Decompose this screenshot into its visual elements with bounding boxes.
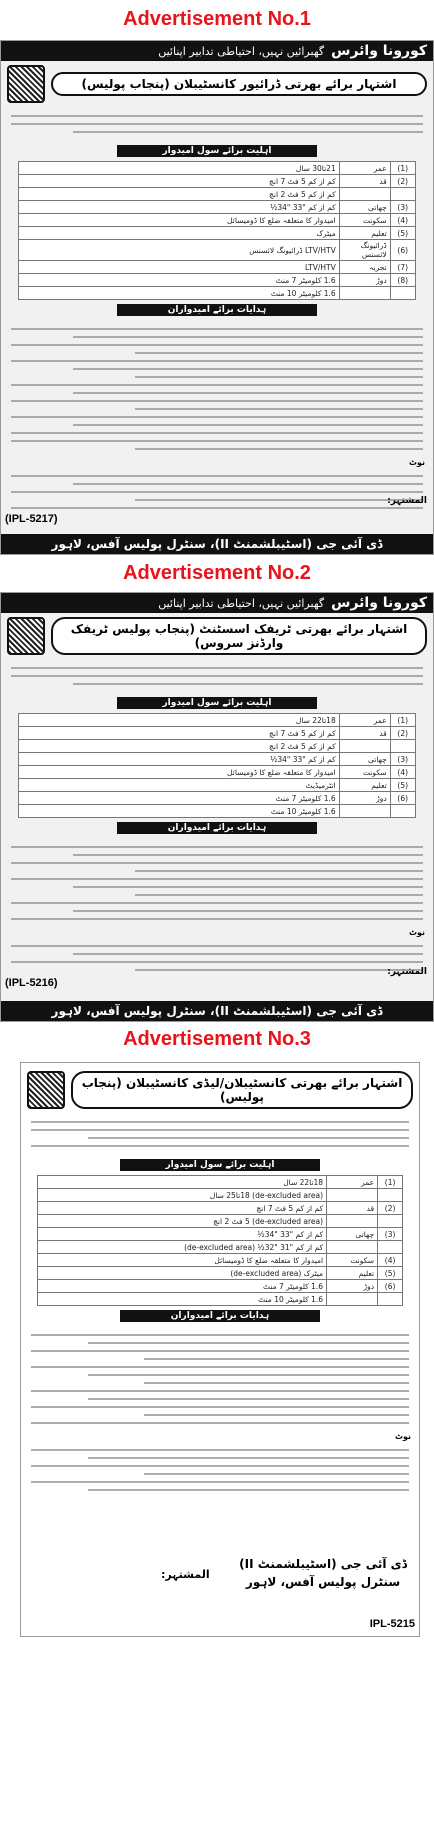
table-row	[19, 240, 415, 261]
table-cell: 1.6 کلومیٹر 10 منٹ	[19, 805, 339, 818]
table-cell: امیدوار کا متعلقہ ضلع کا ڈومیسائل	[37, 1254, 326, 1267]
table-row	[19, 287, 415, 300]
table-row	[19, 779, 415, 792]
intro-text	[21, 1113, 419, 1155]
table-cell	[327, 1189, 378, 1202]
ipl-code: (IPL-5217)	[5, 513, 58, 525]
corona-banner: کورونا وائرس گھبرائیں نہیں، احتیاطی تدابیر اپنائیں	[1, 41, 433, 61]
table-cell: 18تا22 سال	[19, 714, 339, 727]
table-cell: چھاتی	[339, 753, 390, 766]
table-cell: میٹرک (de-excluded area)	[37, 1267, 326, 1280]
table-cell: تعلیم	[339, 779, 390, 792]
instructions-heading: ہدایات برائے امیدواران	[120, 1310, 320, 1322]
table-cell: (8)	[390, 274, 415, 287]
table-cell: انٹرمیڈیٹ	[19, 779, 339, 792]
table-cell: (7)	[390, 261, 415, 274]
table-row	[37, 1202, 402, 1215]
table-cell: 1.6 کلومیٹر 7 منٹ	[37, 1280, 326, 1293]
signatory-label: المشتہر:	[387, 967, 427, 977]
notes-text	[1, 467, 433, 517]
table-cell: (6)	[390, 792, 415, 805]
punjab-police-logo-icon	[7, 65, 45, 103]
table-row	[37, 1293, 402, 1306]
table-row	[37, 1267, 402, 1280]
notes-text	[21, 1441, 419, 1499]
table-cell: کم از کم 5 فٹ 7 انچ	[19, 727, 339, 740]
table-cell	[390, 805, 415, 818]
criteria-table	[18, 713, 415, 818]
table-row	[37, 1176, 402, 1189]
criteria-table	[18, 161, 415, 300]
table-cell: کم از کم 5 فٹ 2 انچ	[19, 740, 339, 753]
ipl-code: IPL-5215	[369, 1618, 415, 1630]
signatory-label: المشتہر:	[161, 1568, 210, 1581]
ad-title: اشتہار برائے بھرتی ٹریفک اسسٹنٹ (پنجاب پولیس ٹریفک وارڈنز سروس)	[51, 617, 427, 655]
table-cell: کم از کم "33 "34½	[37, 1228, 326, 1241]
note-label: نوٹ	[394, 1432, 411, 1441]
table-cell: عمر	[327, 1176, 378, 1189]
table-row	[19, 188, 415, 201]
table-cell	[390, 188, 415, 201]
intro-text	[1, 659, 433, 693]
table-cell: 1.6 کلومیٹر 10 منٹ	[37, 1293, 326, 1306]
table-cell: دوڑ	[339, 792, 390, 805]
table-cell: امیدوار کا متعلقہ ضلع کا ڈومیسائل	[19, 766, 339, 779]
table-row	[19, 714, 415, 727]
table-row	[19, 227, 415, 240]
table-row	[37, 1280, 402, 1293]
table-cell: چھاتی	[339, 201, 390, 214]
title-bar	[21, 1063, 419, 1113]
table-cell: قد	[339, 175, 390, 188]
table-row	[19, 792, 415, 805]
table-cell: 1.6 کلومیٹر 7 منٹ	[19, 792, 339, 805]
table-cell: میٹرک	[19, 227, 339, 240]
table-cell: (3)	[390, 201, 415, 214]
table-cell: امیدوار کا متعلقہ ضلع کا ڈومیسائل	[19, 214, 339, 227]
table-cell: کم از کم "33 "34½	[19, 201, 339, 214]
table-row	[37, 1189, 402, 1202]
table-cell: سکونت	[327, 1254, 378, 1267]
advertisement-3	[20, 1062, 420, 1637]
advertisement-1-heading: Advertisement No.1	[123, 8, 311, 30]
punjab-police-logo-icon	[7, 617, 45, 655]
table-cell	[390, 740, 415, 753]
note-label: نوٹ	[408, 928, 425, 937]
title-bar	[1, 613, 433, 659]
table-cell	[327, 1215, 378, 1228]
table-cell: 21تا30 سال	[19, 162, 339, 175]
ad-footer: ڈی آئی جی (اسٹیبلشمنٹ II)، سنٹرل پولیس آفس، لاہور	[1, 534, 433, 554]
advertisement-2-heading: Advertisement No.2	[123, 562, 311, 584]
table-row	[19, 261, 415, 274]
table-cell: تعلیم	[327, 1267, 378, 1280]
table-row	[19, 214, 415, 227]
table-cell: (6)	[378, 1280, 403, 1293]
advertisement-3-heading: Advertisement No.3	[123, 1028, 311, 1050]
intro-text	[1, 107, 433, 141]
table-cell: (4)	[390, 214, 415, 227]
table-cell: 18تا22 سال	[37, 1176, 326, 1189]
table-cell: تجربہ	[339, 261, 390, 274]
table-cell	[327, 1293, 378, 1306]
table-cell: (de-excluded area) 18تا25 سال	[37, 1189, 326, 1202]
table-cell: چھاتی	[327, 1228, 378, 1241]
table-cell: (1)	[390, 714, 415, 727]
table-cell: (2)	[390, 727, 415, 740]
table-row	[19, 753, 415, 766]
table-cell	[327, 1241, 378, 1254]
table-cell: عمر	[339, 714, 390, 727]
instructions-heading: ہدایات برائے امیدواران	[117, 822, 317, 834]
table-cell: (3)	[378, 1228, 403, 1241]
table-row	[19, 740, 415, 753]
ad-footer: ڈی آئی جی (اسٹیبلشمنٹ II)، سنٹرل پولیس آفس، لاہور	[1, 1001, 433, 1021]
table-cell: (4)	[378, 1254, 403, 1267]
table-cell: (5)	[390, 779, 415, 792]
table-row	[19, 274, 415, 287]
notes-text	[1, 937, 433, 979]
table-row	[19, 766, 415, 779]
ad-footer: ڈی آئی جی (اسٹیبلشمنٹ II) سنٹرل پولیس آفس، لاہور	[239, 1557, 407, 1589]
ad-title: اشتہار برائے بھرتی ڈرائیور کانسٹیبلان (پنجاب پولیس)	[51, 72, 427, 96]
criteria-heading: اہلیت برائے سول امیدوار	[117, 145, 317, 157]
note-label: نوٹ	[408, 458, 425, 467]
table-cell	[339, 188, 390, 201]
criteria-heading: اہلیت برائے سول امیدوار	[120, 1159, 320, 1171]
table-cell: عمر	[339, 162, 390, 175]
table-cell: (3)	[390, 753, 415, 766]
table-cell: قد	[327, 1202, 378, 1215]
table-cell: سکونت	[339, 214, 390, 227]
table-cell: 1.6 کلومیٹر 10 منٹ	[19, 287, 339, 300]
table-cell: (5)	[378, 1267, 403, 1280]
table-cell: (6)	[390, 240, 415, 261]
table-cell: (1)	[378, 1176, 403, 1189]
table-cell: LTV/HTV ڈرائیونگ لائسنس	[19, 240, 339, 261]
advertisement-2	[0, 592, 434, 1022]
instructions-text	[1, 320, 433, 458]
title-bar	[1, 61, 433, 107]
table-row	[19, 175, 415, 188]
corona-banner: کورونا وائرس گھبرائیں نہیں، احتیاطی تدابیر اپنائیں	[1, 593, 433, 613]
table-cell: کم از کم "31 "32½ (de-excluded area)	[37, 1241, 326, 1254]
table-cell	[339, 740, 390, 753]
table-cell: سکونت	[339, 766, 390, 779]
table-cell: (2)	[390, 175, 415, 188]
table-cell: قد	[339, 727, 390, 740]
table-cell: ڈرائیونگ لائسنس	[339, 240, 390, 261]
table-cell	[378, 1293, 403, 1306]
table-row	[19, 162, 415, 175]
instructions-heading: ہدایات برائے امیدواران	[117, 304, 317, 316]
table-cell	[339, 287, 390, 300]
table-row	[37, 1228, 402, 1241]
table-row	[37, 1254, 402, 1267]
table-cell: LTV/HTV	[19, 261, 339, 274]
table-cell	[378, 1241, 403, 1254]
table-cell: دوڑ	[339, 274, 390, 287]
ad-title: اشتہار برائے بھرتی کانسٹیبلان/لیڈی کانسٹیبلان (پنجاب پولیس)	[71, 1071, 413, 1109]
criteria-table	[37, 1175, 403, 1306]
table-row	[37, 1215, 402, 1228]
signatory-label: المشتہر:	[387, 496, 427, 506]
advertisement-1	[0, 40, 434, 555]
table-cell: تعلیم	[339, 227, 390, 240]
punjab-police-logo-icon	[27, 1071, 65, 1109]
table-row	[19, 727, 415, 740]
table-row	[19, 201, 415, 214]
ipl-code: (IPL-5216)	[5, 977, 58, 989]
instructions-text	[21, 1326, 419, 1432]
table-cell: (4)	[390, 766, 415, 779]
table-cell: دوڑ	[327, 1280, 378, 1293]
table-cell: کم از کم 5 فٹ 7 انچ	[37, 1202, 326, 1215]
table-cell: کم از کم "33 "34½	[19, 753, 339, 766]
table-row	[37, 1241, 402, 1254]
table-cell: (de-excluded area) 5 فٹ 2 انچ	[37, 1215, 326, 1228]
table-cell: (2)	[378, 1202, 403, 1215]
table-cell	[378, 1189, 403, 1202]
criteria-heading: اہلیت برائے سول امیدوار	[117, 697, 317, 709]
table-cell	[339, 805, 390, 818]
table-cell: 1.6 کلومیٹر 7 منٹ	[19, 274, 339, 287]
table-cell: (5)	[390, 227, 415, 240]
table-cell: (1)	[390, 162, 415, 175]
table-cell: کم از کم 5 فٹ 2 انچ	[19, 188, 339, 201]
table-cell: کم از کم 5 فٹ 7 انچ	[19, 175, 339, 188]
table-cell	[378, 1215, 403, 1228]
instructions-text	[1, 838, 433, 928]
table-cell	[390, 287, 415, 300]
table-row	[19, 805, 415, 818]
